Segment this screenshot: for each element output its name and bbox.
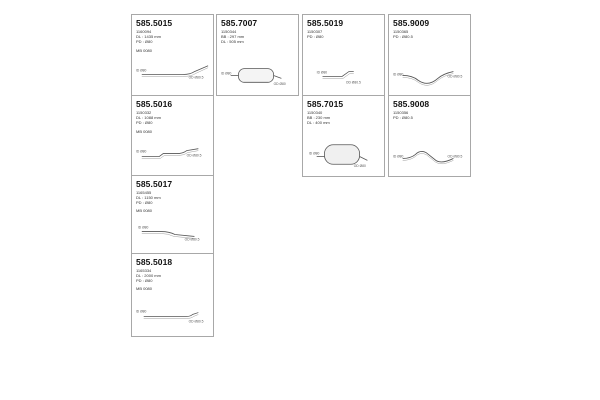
- inner-diameter-label: ID Ø80: [137, 225, 149, 230]
- exhaust-pipe-drawing: [132, 15, 213, 95]
- inner-diameter-label: ID Ø80: [392, 72, 404, 77]
- oem-number: 1150365: [393, 29, 409, 34]
- part-card-585-9009[interactable]: [388, 14, 471, 96]
- inner-diameter-label: ID Ø80: [135, 149, 147, 154]
- spec-length: DL : 505 mm: [221, 39, 244, 44]
- part-number: 585.9008: [393, 99, 430, 109]
- spec-diameter: PD : Ø80: [136, 120, 153, 125]
- inner-diameter-label: ID Ø80: [220, 71, 232, 76]
- exhaust-pipe-drawing: [303, 15, 384, 95]
- part-number: 585.7015: [307, 99, 344, 109]
- spec-diameter: PD : Ø80.5: [393, 115, 413, 120]
- part-card-585-9008[interactable]: [388, 95, 471, 177]
- part-card-585-5019[interactable]: [302, 14, 385, 96]
- exhaust-pipe-drawing: [132, 176, 213, 254]
- outer-diameter-label: OD Ø80: [273, 82, 286, 87]
- oem-number: 1160094: [136, 29, 152, 34]
- part-card-585-5017[interactable]: [131, 175, 214, 255]
- part-number: 585.5017: [136, 179, 173, 189]
- outer-diameter-label: OD Ø80.5: [186, 153, 202, 158]
- spec-length: DL : 2000 mm: [136, 273, 161, 278]
- spec-length: DL : 1435 mm: [136, 34, 161, 39]
- oem-number: 1150356: [393, 110, 409, 115]
- spec-length: DL : 1088 mm: [136, 115, 161, 120]
- fitting-note: MB 0080: [136, 129, 153, 134]
- fitting-note: MB 0080: [136, 208, 153, 213]
- oem-number: 1150344: [221, 29, 237, 34]
- bend-pipe-drawing: [389, 96, 470, 176]
- fitting-note: MB 0080: [136, 48, 153, 53]
- outer-diameter-label: OD Ø80.5: [345, 80, 361, 85]
- inner-diameter-label: ID Ø80: [392, 154, 404, 159]
- exhaust-pipe-drawing: [132, 96, 213, 176]
- spec-body: BB : 230 mm: [307, 115, 331, 120]
- part-number: 585.5015: [136, 18, 173, 28]
- outer-diameter-label: OD Ø80.5: [188, 75, 204, 80]
- exhaust-pipe-drawing: [132, 254, 213, 336]
- spec-body: BB : 297 mm: [221, 34, 245, 39]
- outer-diameter-label: OD Ø80.5: [447, 74, 463, 79]
- part-card-585-7015[interactable]: [302, 95, 385, 177]
- outer-diameter-label: OD Ø80.5: [447, 154, 463, 159]
- spec-diameter: PD : Ø80: [136, 200, 153, 205]
- outer-diameter-label: OD Ø80.5: [184, 237, 200, 242]
- fitting-note: MB 0080: [136, 286, 153, 291]
- oem-number: 1165334: [136, 268, 152, 273]
- part-number: 585.5019: [307, 18, 344, 28]
- part-card-585-5016[interactable]: [131, 95, 214, 177]
- silencer-drawing: [217, 15, 298, 95]
- oem-number: 1150340: [307, 110, 323, 115]
- oem-number: 1150332: [136, 110, 152, 115]
- outer-diameter-label: OD Ø80: [353, 164, 366, 169]
- oem-number: 1165455: [136, 190, 152, 195]
- spec-diameter: PD : Ø80: [136, 39, 153, 44]
- inner-diameter-label: ID Ø80: [135, 68, 147, 73]
- silencer-drawing: [303, 96, 384, 176]
- spec-diameter: PD : Ø80.5: [393, 34, 413, 39]
- part-card-585-5018[interactable]: [131, 253, 214, 337]
- oem-number: 1150307: [307, 29, 323, 34]
- part-card-585-7007[interactable]: [216, 14, 299, 96]
- inner-diameter-label: ID Ø80: [135, 309, 147, 314]
- part-card-585-5015[interactable]: [131, 14, 214, 96]
- inner-diameter-label: ID Ø80: [316, 70, 328, 75]
- part-number: 585.7007: [221, 18, 258, 28]
- spec-length: DL : 400 mm: [307, 120, 330, 125]
- spec-diameter: PD : Ø80: [307, 34, 324, 39]
- bend-pipe-drawing: [389, 15, 470, 95]
- outer-diameter-label: OD Ø80.5: [188, 319, 204, 324]
- inner-diameter-label: ID Ø80: [308, 151, 320, 156]
- part-number: 585.5016: [136, 99, 173, 109]
- part-number: 585.9009: [393, 18, 430, 28]
- part-number: 585.5018: [136, 257, 173, 267]
- spec-length: DL : 1150 mm: [136, 195, 161, 200]
- spec-diameter: PD : Ø80: [136, 278, 153, 283]
